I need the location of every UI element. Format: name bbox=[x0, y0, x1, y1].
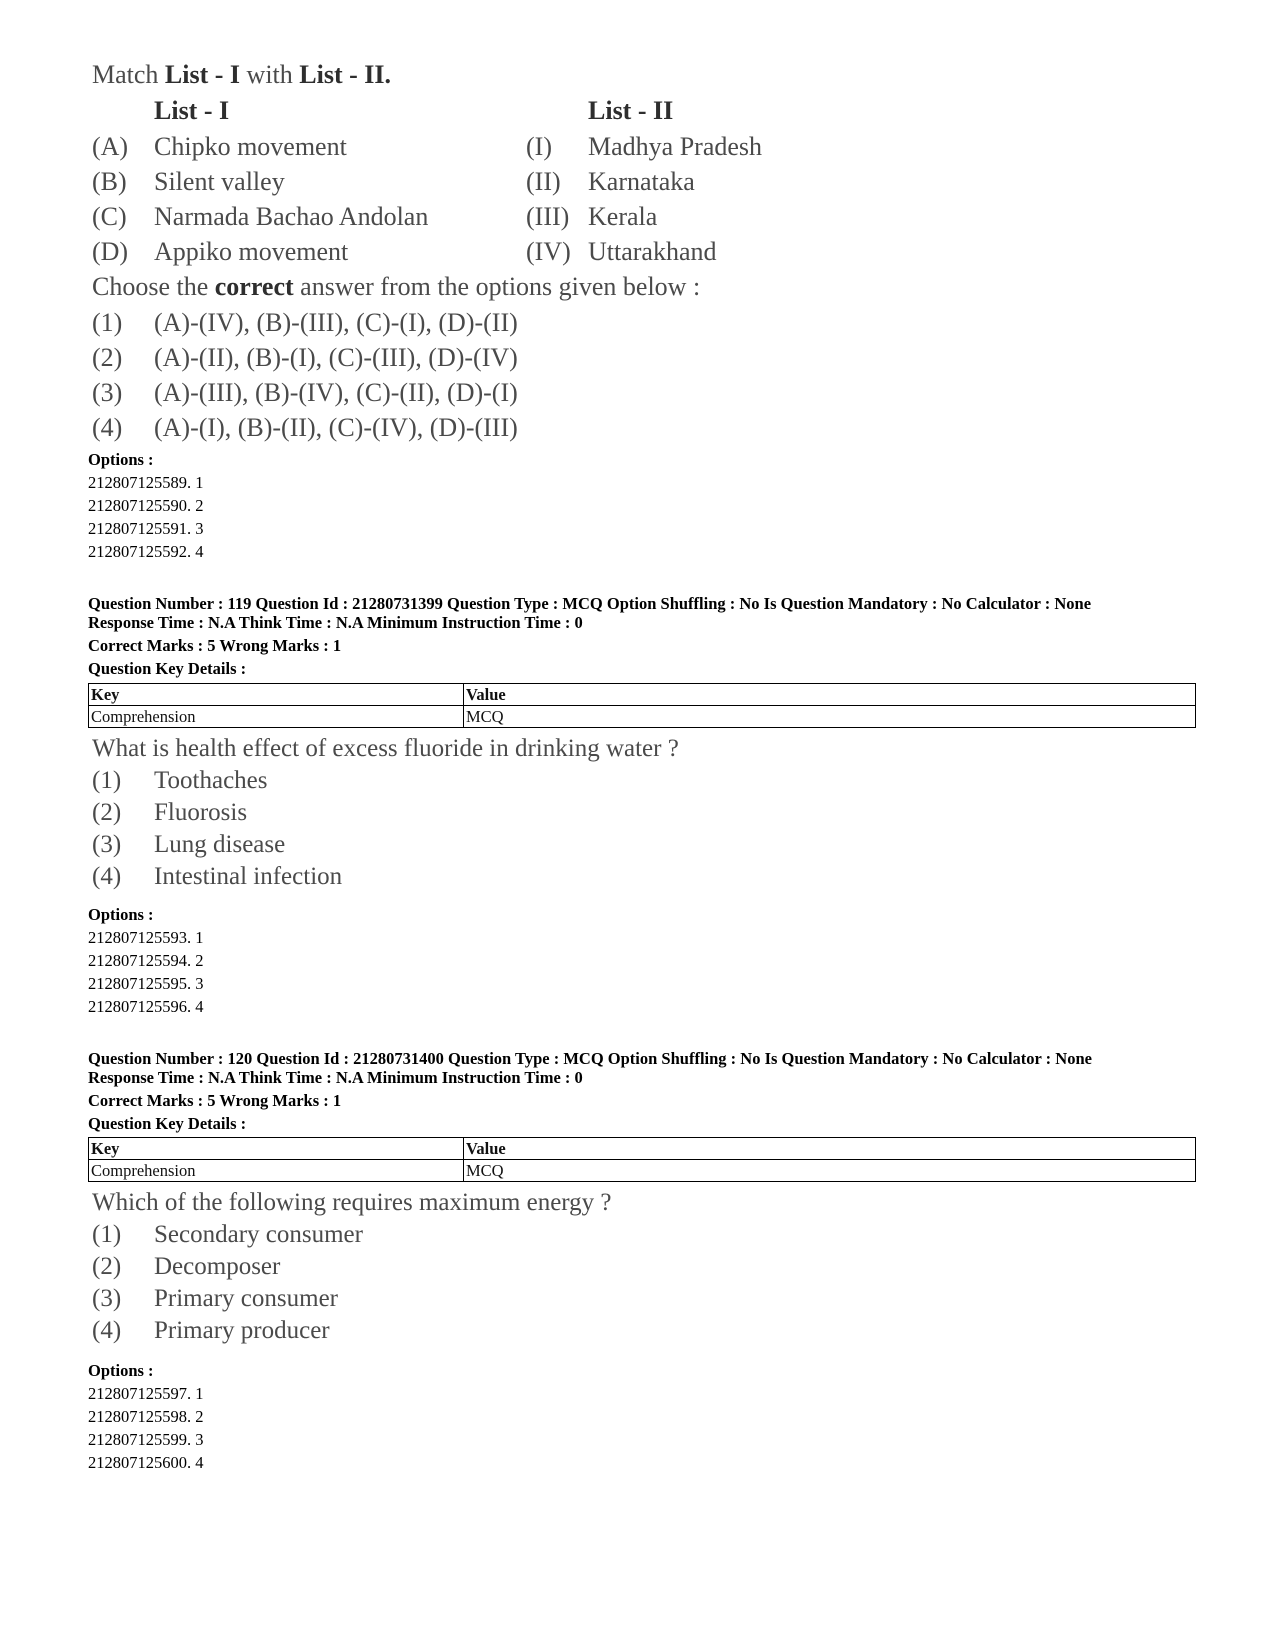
list2-header: List - II bbox=[588, 96, 674, 125]
table-header-row bbox=[89, 684, 1196, 706]
key-details-label: Question Key Details : bbox=[88, 1114, 247, 1133]
option-item: 212807125590. 2 bbox=[88, 496, 204, 515]
table-row bbox=[89, 1160, 1196, 1182]
option-item: 212807125595. 3 bbox=[88, 974, 204, 993]
table-cell: Key bbox=[89, 1138, 464, 1160]
table-cell: Value bbox=[464, 684, 1196, 706]
marks-line: Correct Marks : 5 Wrong Marks : 1 bbox=[88, 636, 342, 655]
table-cell: Key bbox=[89, 684, 464, 706]
table-cell: MCQ bbox=[464, 1160, 1196, 1182]
option-item: 212807125591. 3 bbox=[88, 519, 204, 538]
q120-key-table bbox=[88, 1137, 1196, 1182]
table-cell: MCQ bbox=[464, 706, 1196, 728]
question-meta-line: Response Time : N.A Think Time : N.A Minimum Instruction Time : 0 bbox=[88, 1068, 583, 1087]
option-item: 212807125599. 3 bbox=[88, 1430, 204, 1449]
table-cell: Value bbox=[464, 1138, 1196, 1160]
q119-question-text: What is health effect of excess fluoride in drinking water ? bbox=[92, 735, 679, 762]
options-label: Options : bbox=[88, 905, 154, 924]
option-item: 212807125597. 1 bbox=[88, 1384, 204, 1403]
table-row bbox=[89, 706, 1196, 728]
table-header-row bbox=[89, 1138, 1196, 1160]
option-item: 212807125593. 1 bbox=[88, 928, 204, 947]
options-label: Options : bbox=[88, 450, 154, 469]
q118-intro: Match List - I with List - II. bbox=[92, 60, 392, 89]
question-meta-line: Response Time : N.A Think Time : N.A Minimum Instruction Time : 0 bbox=[88, 613, 583, 632]
table-cell: Comprehension bbox=[89, 706, 464, 728]
option-item: 212807125594. 2 bbox=[88, 951, 204, 970]
option-item: 212807125589. 1 bbox=[88, 473, 204, 492]
table-cell: Comprehension bbox=[89, 1160, 464, 1182]
option-item: 212807125598. 2 bbox=[88, 1407, 204, 1426]
q120-question-text: Which of the following requires maximum energy ? bbox=[92, 1189, 612, 1216]
option-item: 212807125596. 4 bbox=[88, 997, 204, 1016]
list1-header: List - I bbox=[154, 96, 230, 125]
option-item: 212807125592. 4 bbox=[88, 542, 204, 561]
option-item: 212807125600. 4 bbox=[88, 1453, 204, 1472]
options-label: Options : bbox=[88, 1361, 154, 1380]
key-details-label: Question Key Details : bbox=[88, 659, 247, 678]
q118-choose-instruction: Choose the correct answer from the options given below : bbox=[92, 272, 701, 301]
q119-key-table bbox=[88, 683, 1196, 728]
question-meta-line: Question Number : 120 Question Id : 21280731400 Question Type : MCQ Option Shuffling : No Is Question Mandatory : No Calculator : None bbox=[88, 1049, 1092, 1068]
question-meta-line: Question Number : 119 Question Id : 21280731399 Question Type : MCQ Option Shuffling : No Is Question Mandatory : No Calculator : None bbox=[88, 594, 1092, 613]
marks-line: Correct Marks : 5 Wrong Marks : 1 bbox=[88, 1091, 342, 1110]
